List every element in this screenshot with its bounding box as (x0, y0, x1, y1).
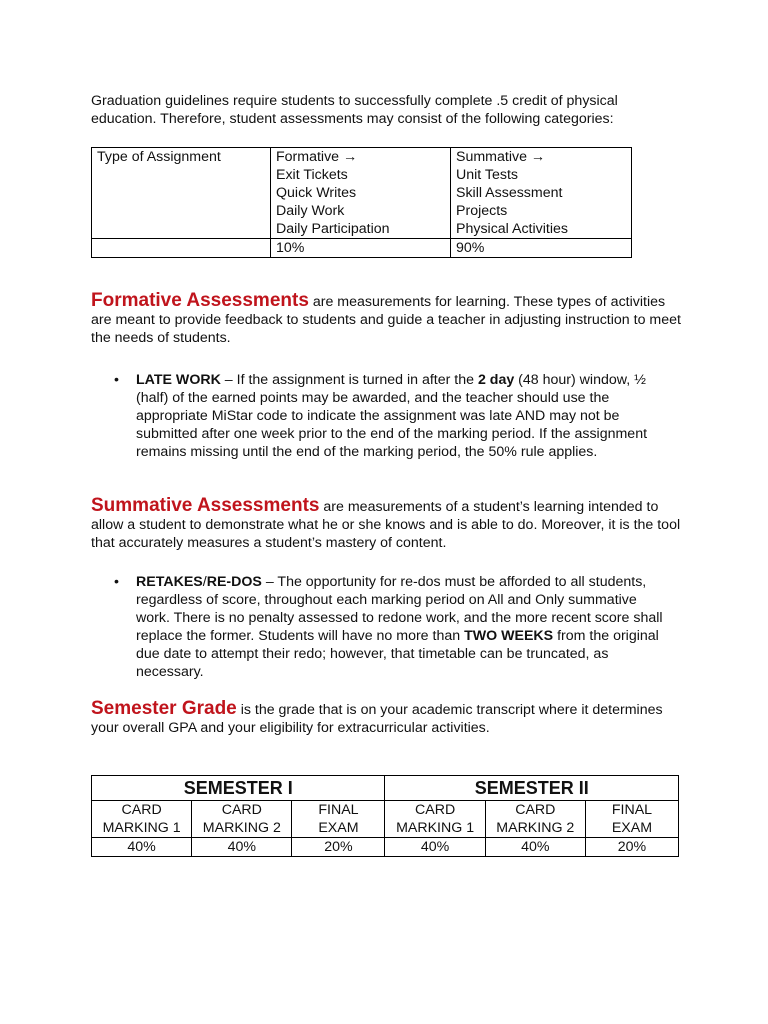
summative-item: Skill Assessment (456, 185, 563, 201)
semester-1-header: SEMESTER I (92, 776, 385, 801)
sem1-card-marking-2 (192, 801, 292, 838)
summative-weight: 90% (451, 239, 632, 258)
sem2-final-exam (585, 801, 678, 838)
summative-header: Summative → (456, 149, 546, 165)
pct-cell: 40% (92, 838, 192, 857)
formative-weight: 10% (271, 239, 451, 258)
late-work-term: LATE WORK (136, 372, 221, 388)
col-label-1: CARD (221, 802, 262, 818)
late-work-part1: – If the assignment is turned in after the (220, 372, 478, 388)
late-work-text (136, 371, 666, 461)
retakes-part1: – The opportunity for re-dos must be afforded to all students, regardless of score, throughout each marking period on All and Only summative work. There is no penalty assessed to redone work, and the more recent score shall replace the former. Students will have no more than (136, 574, 663, 644)
col-label-1: FINAL (611, 802, 653, 818)
summative-section (91, 497, 681, 552)
col-label-2: MARKING 2 (496, 820, 575, 836)
retakes-slash: / (202, 574, 207, 590)
summative-item: Physical Activities (456, 221, 568, 237)
formative-item: Daily Participation (276, 221, 390, 237)
type-of-assignment-label: Type of Assignment (92, 148, 271, 239)
late-work-part2: (48 hour) window, ½ (half) of the earned points may be awarded, and the teacher should use the appropriate MiStar code to indicate the assignment was late AND may not be submitted after one week prior to the end of the marking period. If the assignment remains missing until the end of the marking period, the 50% rule applies. (136, 372, 648, 460)
semester-2-header: SEMESTER II (385, 776, 679, 801)
summative-item: Unit Tests (456, 167, 519, 183)
empty-cell (92, 239, 271, 258)
sem2-card-marking-1 (385, 801, 485, 838)
formative-item: Quick Writes (276, 185, 357, 201)
formative-header: Formative → (276, 149, 358, 165)
col-label-2: EXAM (611, 820, 653, 836)
col-label-2: MARKING 1 (102, 820, 181, 836)
semester-grade-table (91, 775, 679, 857)
sem2-card-marking-2 (485, 801, 585, 838)
col-label-2: EXAM (318, 820, 359, 836)
formative-description: are measurements for learning. These types of activities are meant to provide feedback to students and guide a teacher in adjusting instruction to meet the needs of students. (91, 294, 681, 346)
bullet-dot-icon: • (114, 372, 119, 388)
sem1-card-marking-1 (92, 801, 192, 838)
formative-heading: Formative Assessments (91, 290, 309, 311)
pct-cell: 20% (585, 838, 678, 857)
summative-item: Projects (456, 203, 508, 219)
pct-cell: 20% (292, 838, 385, 857)
formative-item: Exit Tickets (276, 167, 348, 183)
summative-heading: Summative Assessments (91, 495, 320, 516)
summative-description: are measurements of a student’s learning intended to allow a student to demonstrate what he or she knows and is able to do. Moreover, it is the tool that accurately measures a student’s mastery of content. (91, 499, 681, 551)
pct-cell: 40% (192, 838, 292, 857)
col-label-2: MARKING 1 (396, 820, 475, 836)
pct-cell: 40% (385, 838, 485, 857)
col-label-1: CARD (515, 802, 556, 818)
retakes-text (136, 573, 666, 681)
retakes-term-b: RE-DOS (206, 574, 262, 590)
col-label-2: MARKING 2 (202, 820, 281, 836)
retakes-term-a: RETAKES (136, 574, 203, 590)
col-label-1: CARD (121, 802, 162, 818)
summative-column (451, 148, 632, 239)
sem1-final-exam (292, 801, 385, 838)
formative-column (271, 148, 451, 239)
semester-description: is the grade that is on your academic transcript where it determines your overall GPA and your eligibility for extracurricular activities. (91, 702, 663, 736)
col-label-1: FINAL (318, 802, 359, 818)
formative-item: Daily Work (276, 203, 345, 219)
formative-section (91, 292, 681, 347)
semester-heading: Semester Grade (91, 698, 237, 719)
pct-cell: 40% (485, 838, 585, 857)
bullet-dot-icon: • (114, 574, 119, 590)
col-label-1: CARD (414, 802, 456, 818)
retakes-bold: TWO WEEKS (464, 628, 554, 644)
late-work-bold: 2 day (477, 372, 515, 388)
semester-section (91, 700, 681, 737)
intro-paragraph: Graduation guidelines require students to successfully complete .5 credit of physical education. Therefore, student assessments may consist of the following categories: (91, 93, 618, 127)
assignment-types-table (91, 147, 632, 258)
retakes-part2: from the original due date to attempt their redo; however, that timetable can be truncated, as necessary. (136, 628, 659, 680)
